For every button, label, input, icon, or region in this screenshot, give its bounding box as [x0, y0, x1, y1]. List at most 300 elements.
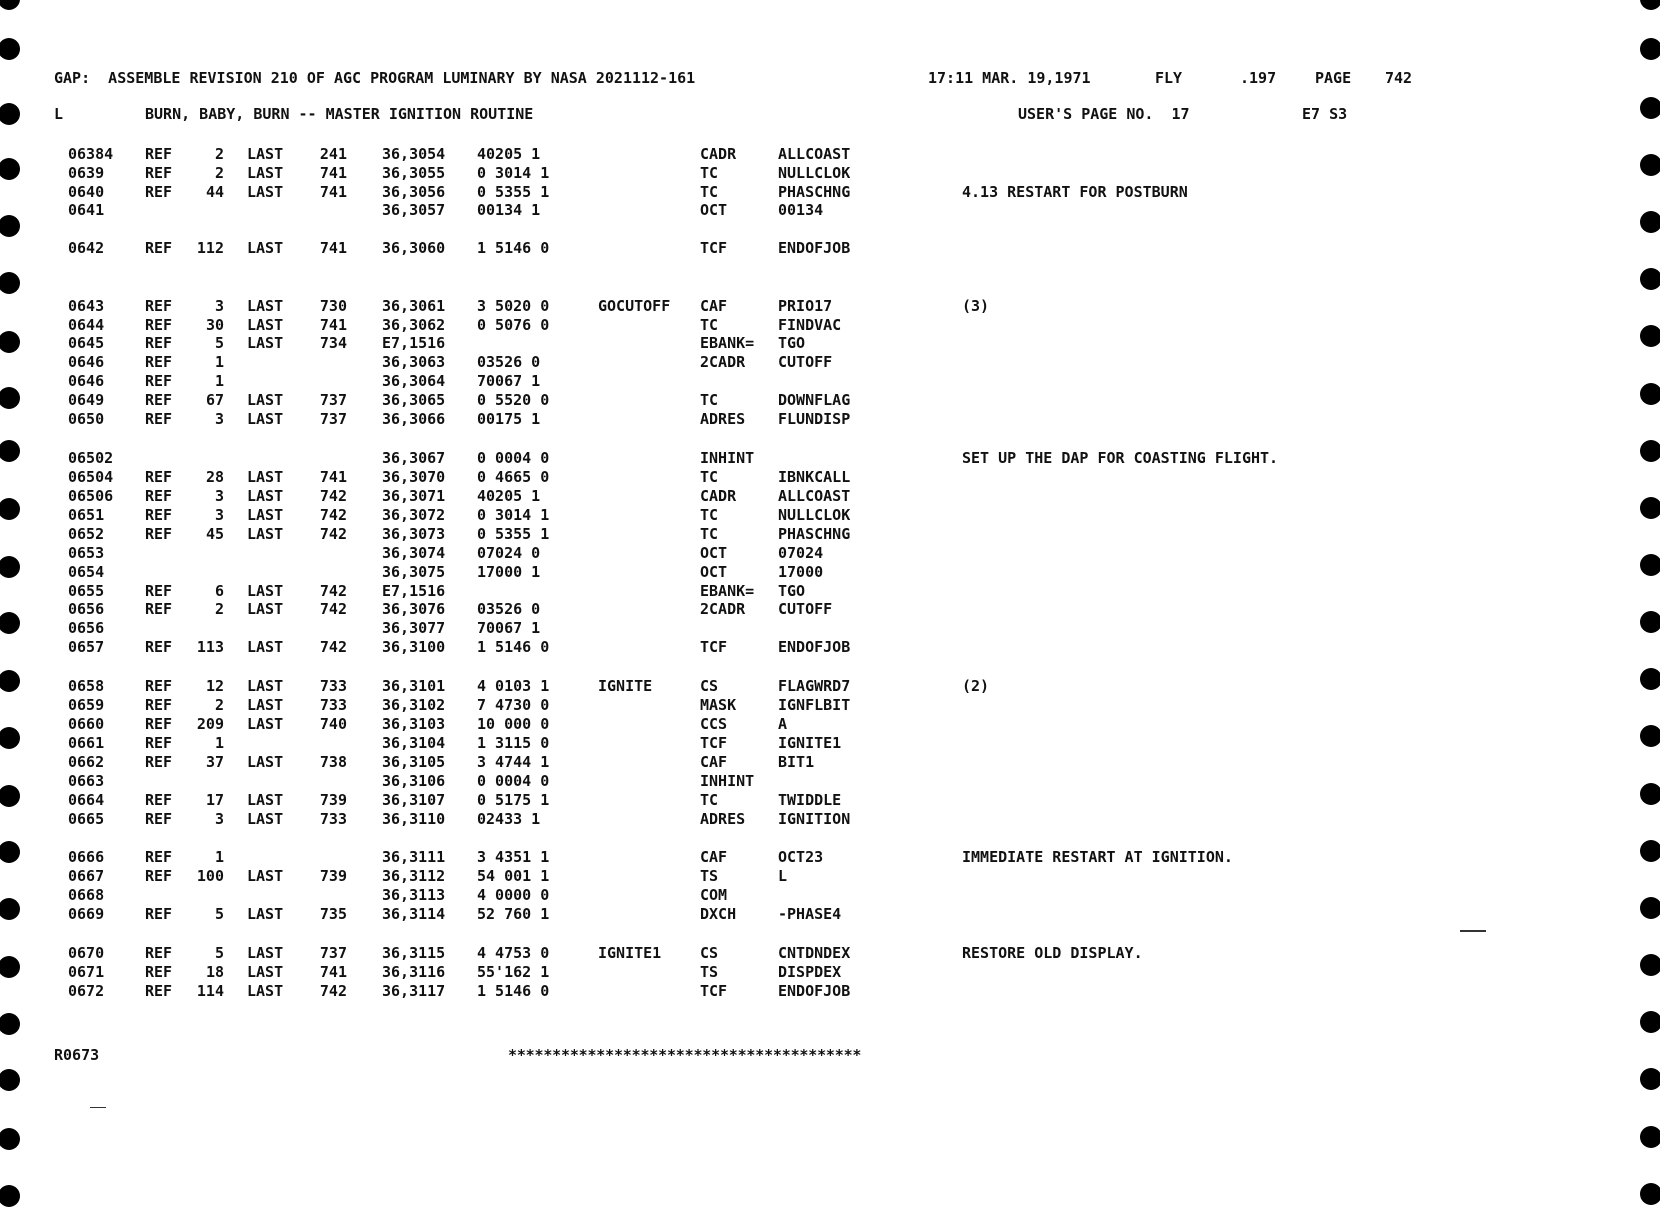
ref-keyword: REF	[145, 164, 173, 182]
ref-keyword: REF	[145, 582, 173, 600]
last-keyword: LAST	[247, 391, 284, 409]
line-number: 0645	[68, 334, 105, 352]
last-keyword: LAST	[247, 791, 284, 809]
operand: A	[778, 715, 788, 733]
address: 36,3110	[382, 810, 446, 828]
listing-row	[0, 600, 1620, 619]
octal-code: 4 4753 0	[477, 944, 550, 962]
ref-count: 45	[205, 525, 224, 543]
opcode: TC	[700, 164, 719, 182]
section-letter: L	[54, 105, 64, 123]
operand: PHASCHNG	[778, 525, 851, 543]
ref-keyword: REF	[145, 391, 173, 409]
ref-keyword: REF	[145, 905, 173, 923]
opcode: CS	[700, 677, 719, 695]
line-number: 0646	[68, 353, 105, 371]
users-page-number: USER'S PAGE NO. 17	[1018, 105, 1190, 123]
section-title: BURN, BABY, BURN -- MASTER IGNITION ROUTINE	[145, 105, 534, 123]
listing-row	[0, 183, 1620, 202]
octal-code: 0 5520 0	[477, 391, 550, 409]
listing-row	[0, 772, 1620, 791]
operand: IGNFLBIT	[778, 696, 851, 714]
octal-code: 0 3014 1	[477, 164, 550, 182]
opcode: EBANK=	[700, 582, 755, 600]
address: 36,3113	[382, 886, 446, 904]
line-number: 0670	[68, 944, 105, 962]
address: 36,3107	[382, 791, 446, 809]
listing-row	[0, 867, 1620, 886]
ref-count: 1	[214, 734, 224, 752]
listing-row	[0, 506, 1620, 525]
octal-code: 40205 1	[477, 487, 541, 505]
line-number: 0667	[68, 867, 105, 885]
operand: 07024	[778, 544, 824, 562]
ref-count: 114	[196, 982, 224, 1000]
octal-code: 3 5020 0	[477, 297, 550, 315]
listing-row	[0, 525, 1620, 544]
opcode: CS	[700, 944, 719, 962]
ref-keyword: REF	[145, 145, 173, 163]
ref-keyword: REF	[145, 372, 173, 390]
line-number: 0649	[68, 391, 105, 409]
opcode: COM	[700, 886, 728, 904]
last-keyword: LAST	[247, 468, 284, 486]
assembly-timestamp: 17:11 MAR. 19,1971	[928, 69, 1091, 87]
octal-code: 17000 1	[477, 563, 541, 581]
address: E7,1516	[382, 334, 446, 352]
last-page: 741	[319, 239, 347, 257]
ref-count: 3	[214, 297, 224, 315]
line-number: 0641	[68, 201, 105, 219]
operand: NULLCLOK	[778, 164, 851, 182]
opcode: DXCH	[700, 905, 737, 923]
opcode: EBANK=	[700, 334, 755, 352]
ref-keyword: REF	[145, 715, 173, 733]
last-keyword: LAST	[247, 638, 284, 656]
line-number: 0657	[68, 638, 105, 656]
ref-count: 209	[196, 715, 224, 733]
line-number: 0643	[68, 297, 105, 315]
operand: ENDOFJOB	[778, 239, 851, 257]
ref-count: 67	[205, 391, 224, 409]
operand: IBNKCALL	[778, 468, 851, 486]
last-page: 733	[319, 696, 347, 714]
line-number: 0655	[68, 582, 105, 600]
address: 36,3067	[382, 449, 446, 467]
octal-code: 07024 0	[477, 544, 541, 562]
line-number: 0665	[68, 810, 105, 828]
address: 36,3071	[382, 487, 446, 505]
ref-count: 18	[205, 963, 224, 981]
ref-keyword: REF	[145, 944, 173, 962]
octal-code: 7 4730 0	[477, 696, 550, 714]
comment: SET UP THE DAP FOR COASTING FLIGHT.	[962, 449, 1279, 467]
octal-code: 1 5146 0	[477, 638, 550, 656]
operand: ENDOFJOB	[778, 982, 851, 1000]
ref-count: 6	[214, 582, 224, 600]
ref-keyword: REF	[145, 468, 173, 486]
last-keyword: LAST	[247, 297, 284, 315]
last-page: 735	[319, 905, 347, 923]
ref-keyword: REF	[145, 982, 173, 1000]
last-page: 742	[319, 487, 347, 505]
listing-row	[0, 297, 1620, 316]
line-number: 06504	[68, 468, 114, 486]
assembly-title: GAP: ASSEMBLE REVISION 210 OF AGC PROGRAM LUMINARY BY NASA 2021112-161	[54, 69, 696, 87]
last-keyword: LAST	[247, 677, 284, 695]
operand: PRIO17	[778, 297, 833, 315]
operand: TGO	[778, 582, 806, 600]
last-page: 742	[319, 525, 347, 543]
opcode: CAF	[700, 297, 728, 315]
last-page: 739	[319, 791, 347, 809]
line-number: 0652	[68, 525, 105, 543]
line-number: 06502	[68, 449, 114, 467]
last-keyword: LAST	[247, 982, 284, 1000]
listing-row	[0, 449, 1620, 468]
comment: RESTORE OLD DISPLAY.	[962, 944, 1143, 962]
address: 36,3054	[382, 145, 446, 163]
opcode: TC	[700, 791, 719, 809]
octal-code: 0 3014 1	[477, 506, 550, 524]
address: 36,3074	[382, 544, 446, 562]
line-number: 0664	[68, 791, 105, 809]
line-number: 0640	[68, 183, 105, 201]
operand: OCT23	[778, 848, 824, 866]
address: 36,3101	[382, 677, 446, 695]
symbol-label: IGNITE1	[598, 944, 662, 962]
listing-row	[0, 715, 1620, 734]
last-page: 730	[319, 297, 347, 315]
last-keyword: LAST	[247, 944, 284, 962]
octal-code: 3 4351 1	[477, 848, 550, 866]
operand: FLUNDISP	[778, 410, 851, 428]
last-page: 738	[319, 753, 347, 771]
opcode: TS	[700, 867, 719, 885]
ref-count: 1	[214, 372, 224, 390]
stray-mark	[90, 1107, 106, 1108]
listing-row	[0, 963, 1620, 982]
line-number: 06506	[68, 487, 114, 505]
octal-code: 0 5355 1	[477, 183, 550, 201]
opcode: TC	[700, 506, 719, 524]
last-page: 742	[319, 600, 347, 618]
opcode: CCS	[700, 715, 728, 733]
octal-code: 00175 1	[477, 410, 541, 428]
address: 36,3117	[382, 982, 446, 1000]
ref-count: 1	[214, 848, 224, 866]
opcode: OCT	[700, 563, 728, 581]
last-page: 741	[319, 963, 347, 981]
octal-code: 52 760 1	[477, 905, 550, 923]
listing-row	[0, 944, 1620, 963]
ref-count: 2	[214, 145, 224, 163]
last-keyword: LAST	[247, 582, 284, 600]
line-number: 0668	[68, 886, 105, 904]
ref-keyword: REF	[145, 600, 173, 618]
line-number: 0656	[68, 600, 105, 618]
ref-keyword: REF	[145, 696, 173, 714]
line-number: 0639	[68, 164, 105, 182]
ref-keyword: REF	[145, 525, 173, 543]
opcode: TC	[700, 316, 719, 334]
line-number: 0659	[68, 696, 105, 714]
opcode: CAF	[700, 753, 728, 771]
address: 36,3063	[382, 353, 446, 371]
octal-code: 4 0103 1	[477, 677, 550, 695]
octal-code: 0 0004 0	[477, 772, 550, 790]
last-page: 739	[319, 867, 347, 885]
operand: -PHASE4	[778, 905, 842, 923]
address: 36,3103	[382, 715, 446, 733]
last-keyword: LAST	[247, 506, 284, 524]
ref-keyword: REF	[145, 353, 173, 371]
last-keyword: LAST	[247, 410, 284, 428]
octal-code: 03526 0	[477, 600, 541, 618]
ref-count: 3	[214, 487, 224, 505]
listing-row	[0, 886, 1620, 905]
listing-row	[0, 638, 1620, 657]
ref-keyword: REF	[145, 506, 173, 524]
address: 36,3100	[382, 638, 446, 656]
ref-count: 2	[214, 696, 224, 714]
octal-code: 70067 1	[477, 619, 541, 637]
line-number: 0653	[68, 544, 105, 562]
operand: DISPDEX	[778, 963, 842, 981]
ref-count: 113	[196, 638, 224, 656]
line-number: 0656	[68, 619, 105, 637]
address: 36,3073	[382, 525, 446, 543]
opcode: OCT	[700, 201, 728, 219]
operand: L	[778, 867, 788, 885]
listing-row	[0, 201, 1620, 220]
octal-code: 70067 1	[477, 372, 541, 390]
last-page: 740	[319, 715, 347, 733]
header-line-2	[54, 105, 1614, 124]
fly-label: FLY	[1155, 69, 1183, 87]
line-number: 0660	[68, 715, 105, 733]
octal-code: 03526 0	[477, 353, 541, 371]
last-page: 737	[319, 944, 347, 962]
opcode: TCF	[700, 982, 728, 1000]
octal-code: 1 5146 0	[477, 982, 550, 1000]
listing-row	[0, 487, 1620, 506]
last-page: 742	[319, 638, 347, 656]
listing-row	[0, 791, 1620, 810]
ref-count: 5	[214, 334, 224, 352]
address: 36,3072	[382, 506, 446, 524]
operand: FINDVAC	[778, 316, 842, 334]
listing-row	[0, 145, 1620, 164]
octal-code: 0 0004 0	[477, 449, 550, 467]
last-keyword: LAST	[247, 753, 284, 771]
ref-keyword: REF	[145, 334, 173, 352]
opcode: CADR	[700, 145, 737, 163]
last-keyword: LAST	[247, 810, 284, 828]
footer-line-id: R0673	[54, 1046, 100, 1064]
opcode: 2CADR	[700, 600, 746, 618]
last-keyword: LAST	[247, 696, 284, 714]
address: 36,3065	[382, 391, 446, 409]
operand: ENDOFJOB	[778, 638, 851, 656]
comment: 4.13 RESTART FOR POSTBURN	[962, 183, 1188, 201]
address: 36,3056	[382, 183, 446, 201]
listing-row	[0, 239, 1620, 258]
last-keyword: LAST	[247, 164, 284, 182]
opcode: ADRES	[700, 410, 746, 428]
last-keyword: LAST	[247, 183, 284, 201]
operand: 17000	[778, 563, 824, 581]
opcode: OCT	[700, 544, 728, 562]
last-keyword: LAST	[247, 867, 284, 885]
operand: DOWNFLAG	[778, 391, 851, 409]
listing-row	[0, 563, 1620, 582]
page-code: .197	[1240, 69, 1277, 87]
listing-row	[0, 391, 1620, 410]
line-number: 0669	[68, 905, 105, 923]
ref-count: 44	[205, 183, 224, 201]
ref-count: 17	[205, 791, 224, 809]
listing-row	[0, 468, 1620, 487]
last-keyword: LAST	[247, 963, 284, 981]
last-page: 742	[319, 506, 347, 524]
page-label: PAGE	[1315, 69, 1352, 87]
address: 36,3055	[382, 164, 446, 182]
opcode: TS	[700, 963, 719, 981]
ref-count: 3	[214, 810, 224, 828]
last-page: 742	[319, 982, 347, 1000]
last-keyword: LAST	[247, 715, 284, 733]
last-keyword: LAST	[247, 905, 284, 923]
line-number: 0651	[68, 506, 105, 524]
opcode: TC	[700, 183, 719, 201]
line-number: 0644	[68, 316, 105, 334]
symbol-label: GOCUTOFF	[598, 297, 671, 315]
address: 36,3075	[382, 563, 446, 581]
ref-count: 5	[214, 944, 224, 962]
address: 36,3111	[382, 848, 446, 866]
last-page: 737	[319, 410, 347, 428]
line-number: 0642	[68, 239, 105, 257]
opcode: TC	[700, 525, 719, 543]
operand: CUTOFF	[778, 353, 833, 371]
listing-row	[0, 582, 1620, 601]
octal-code: 02433 1	[477, 810, 541, 828]
last-keyword: LAST	[247, 600, 284, 618]
ref-keyword: REF	[145, 677, 173, 695]
separator-stars: ****************************************	[508, 1046, 862, 1064]
listing-row	[0, 353, 1620, 372]
last-page: 741	[319, 164, 347, 182]
operand: FLAGWRD7	[778, 677, 851, 695]
listing-row	[0, 164, 1620, 183]
ref-count: 28	[205, 468, 224, 486]
operand: CUTOFF	[778, 600, 833, 618]
operand: IGNITION	[778, 810, 851, 828]
address: 36,3061	[382, 297, 446, 315]
line-number: 0654	[68, 563, 105, 581]
octal-code: 55'162 1	[477, 963, 550, 981]
address: 36,3070	[382, 468, 446, 486]
operand: PHASCHNG	[778, 183, 851, 201]
header-line-1	[54, 69, 1614, 88]
opcode: CADR	[700, 487, 737, 505]
listing-row	[0, 619, 1620, 638]
address: 36,3077	[382, 619, 446, 637]
ref-count: 112	[196, 239, 224, 257]
last-keyword: LAST	[247, 525, 284, 543]
comment: (2)	[962, 677, 990, 695]
listing-row	[0, 696, 1620, 715]
line-number: 0661	[68, 734, 105, 752]
octal-code: 1 5146 0	[477, 239, 550, 257]
ref-keyword: REF	[145, 410, 173, 428]
operand: CNTDNDEX	[778, 944, 851, 962]
address: 36,3104	[382, 734, 446, 752]
address: E7,1516	[382, 582, 446, 600]
line-number: 0672	[68, 982, 105, 1000]
ref-count: 3	[214, 506, 224, 524]
ref-keyword: REF	[145, 963, 173, 981]
ref-keyword: REF	[145, 183, 173, 201]
octal-code: 10 000 0	[477, 715, 550, 733]
ref-count: 100	[196, 867, 224, 885]
opcode: CAF	[700, 848, 728, 866]
ref-keyword: REF	[145, 753, 173, 771]
operand: NULLCLOK	[778, 506, 851, 524]
line-number: 0666	[68, 848, 105, 866]
ref-keyword: REF	[145, 487, 173, 505]
address: 36,3064	[382, 372, 446, 390]
listing-row	[0, 677, 1620, 696]
operand: IGNITE1	[778, 734, 842, 752]
line-number: 0671	[68, 963, 105, 981]
bank-indicator: E7 S3	[1302, 105, 1348, 123]
listing-row	[0, 753, 1620, 772]
octal-code: 1 3115 0	[477, 734, 550, 752]
opcode: ADRES	[700, 810, 746, 828]
line-number: 06384	[68, 145, 114, 163]
ref-keyword: REF	[145, 638, 173, 656]
opcode: INHINT	[700, 772, 755, 790]
ref-keyword: REF	[145, 848, 173, 866]
line-number: 0650	[68, 410, 105, 428]
opcode: TCF	[700, 239, 728, 257]
opcode: 2CADR	[700, 353, 746, 371]
listing-row	[0, 848, 1620, 867]
last-keyword: LAST	[247, 487, 284, 505]
last-keyword: LAST	[247, 316, 284, 334]
ref-keyword: REF	[145, 867, 173, 885]
address: 36,3115	[382, 944, 446, 962]
last-page: 741	[319, 183, 347, 201]
last-page: 741	[319, 316, 347, 334]
listing-row	[0, 316, 1620, 335]
address: 36,3106	[382, 772, 446, 790]
ref-count: 2	[214, 164, 224, 182]
last-keyword: LAST	[247, 334, 284, 352]
octal-code: 54 001 1	[477, 867, 550, 885]
ref-count: 2	[214, 600, 224, 618]
ref-keyword: REF	[145, 810, 173, 828]
listing-row	[0, 905, 1620, 924]
listing-row	[0, 734, 1620, 753]
octal-code: 00134 1	[477, 201, 541, 219]
octal-code: 0 4665 0	[477, 468, 550, 486]
last-page: 737	[319, 391, 347, 409]
listing-row	[0, 982, 1620, 1001]
stray-mark	[1460, 930, 1486, 932]
